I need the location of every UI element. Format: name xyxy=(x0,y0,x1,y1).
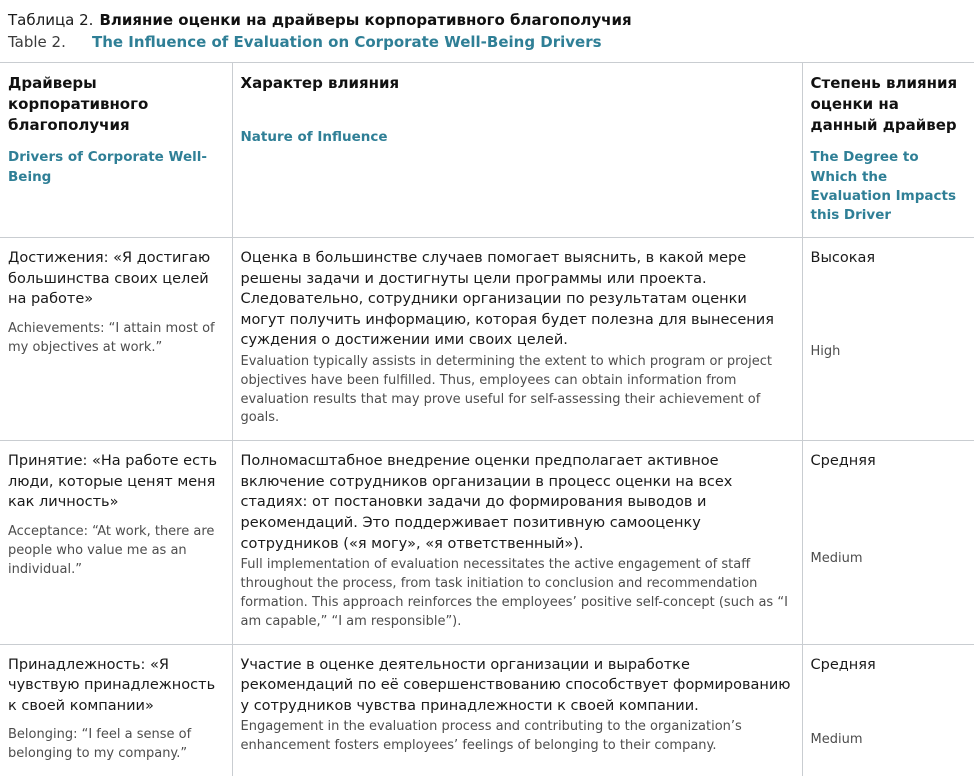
cell-influence-en: Full implementation of evaluation necessitates the active engagement of staff throughout the process, from task initiation to conclusion and recommendation formation. This approach reinforces the employees’ positive self-concept (such as “I am capable,” “I am responsible”). xyxy=(240,557,788,629)
cell-influence-ru: Полномасштабное внедрение оценки предполагает активное включение сотрудников организации в процесс оценки на всех стадиях: от постановки задачи до формирования выводов и рекомендаций. Это поддерживает позитивную самооценку сотрудников («я могу», «я ответственный»). xyxy=(240,453,733,552)
cell-influence-ru: Оценка в большинстве случаев помогает выяснить, в какой мере решены задачи и достигнуты цели программы или проекта. Следовательно, сотрудники организации по результатам оценки могут получить информацию, которая будет полезна для вынесения суждения о достижении ими своих целей. xyxy=(240,250,774,349)
caption-row-en xyxy=(8,32,966,54)
column-header-drivers xyxy=(0,63,232,238)
cell-driver xyxy=(0,238,232,441)
caption-label-ru: Таблица 2. xyxy=(8,11,94,29)
column-header-degree xyxy=(802,63,974,238)
table-body xyxy=(0,238,974,776)
column-header-drivers-en: Drivers of Corporate Well-Being xyxy=(8,149,207,185)
cell-degree xyxy=(802,644,974,776)
cell-influence-en: Evaluation typically assists in determining the extent to which program or project objectives have been fulfilled. Thus, employees can obtain information from evaluation results that may prove useful for self-assessing their achievement of goals. xyxy=(240,353,772,426)
cell-degree-ru: Средняя xyxy=(810,656,876,673)
table-row xyxy=(0,441,974,644)
cell-degree-ru: Средняя xyxy=(810,453,876,470)
table-row xyxy=(0,238,974,441)
cell-driver-ru: Достижения: «Я достигаю большинства своих целей на работе» xyxy=(8,250,211,308)
column-header-influence xyxy=(232,63,802,238)
column-header-influence-en: Nature of Influence xyxy=(240,128,388,145)
cell-degree xyxy=(802,238,974,441)
cell-driver xyxy=(0,441,232,644)
table-row xyxy=(0,644,974,776)
cell-driver-en: Achievements: “I attain most of my objectives at work.” xyxy=(8,320,215,355)
cell-degree-en: Medium xyxy=(810,550,863,566)
cell-driver-en: Belonging: “I feel a sense of belonging to my company.” xyxy=(8,727,192,762)
cell-influence-en: Engagement in the evaluation process and contributing to the organization’s enhancement fosters employees’ feelings of belonging to their company. xyxy=(240,719,742,754)
column-header-influence-ru: Характер влияния xyxy=(240,73,400,92)
table-caption xyxy=(0,0,974,63)
cell-influence xyxy=(232,238,802,441)
column-header-degree-ru: Степень влияния оценки на данный драйвер xyxy=(810,73,958,135)
cell-influence xyxy=(232,644,802,776)
caption-label-en: Table 2. xyxy=(8,32,66,51)
cell-degree xyxy=(802,441,974,644)
cell-degree-en: Medium xyxy=(810,732,863,748)
caption-row-ru xyxy=(8,10,966,32)
cell-driver-ru: Принадлежность: «Я чувствую принадлежность к своей компании» xyxy=(8,656,216,714)
cell-driver xyxy=(0,644,232,776)
cell-degree-en: High xyxy=(810,343,841,359)
influence-table xyxy=(0,63,974,776)
cell-influence xyxy=(232,441,802,644)
table-header xyxy=(0,63,974,238)
column-header-drivers-ru: Драйверы корпоративного благополучия xyxy=(8,73,149,135)
cell-influence-ru: Участие в оценке деятельности организации и выработке рекомендаций по её совершенствованию способствует формированию у сотрудников чувства принадлежности к своей компании. xyxy=(240,656,791,714)
cell-driver-en: Acceptance: “At work, there are people who value me as an individual.” xyxy=(8,524,215,577)
table-header-row xyxy=(0,63,974,238)
cell-degree-ru: Высокая xyxy=(810,250,876,267)
column-header-degree-en: The Degree to Which the Evaluation Impacts this Driver xyxy=(810,149,957,223)
caption-title-ru: Влияние оценки на драйверы корпоративного благополучия xyxy=(99,11,632,29)
cell-driver-ru: Принятие: «На работе есть люди, которые ценят меня как личность» xyxy=(8,453,218,511)
caption-title-en: The Influence of Evaluation on Corporate Well-Being Drivers xyxy=(92,32,602,51)
